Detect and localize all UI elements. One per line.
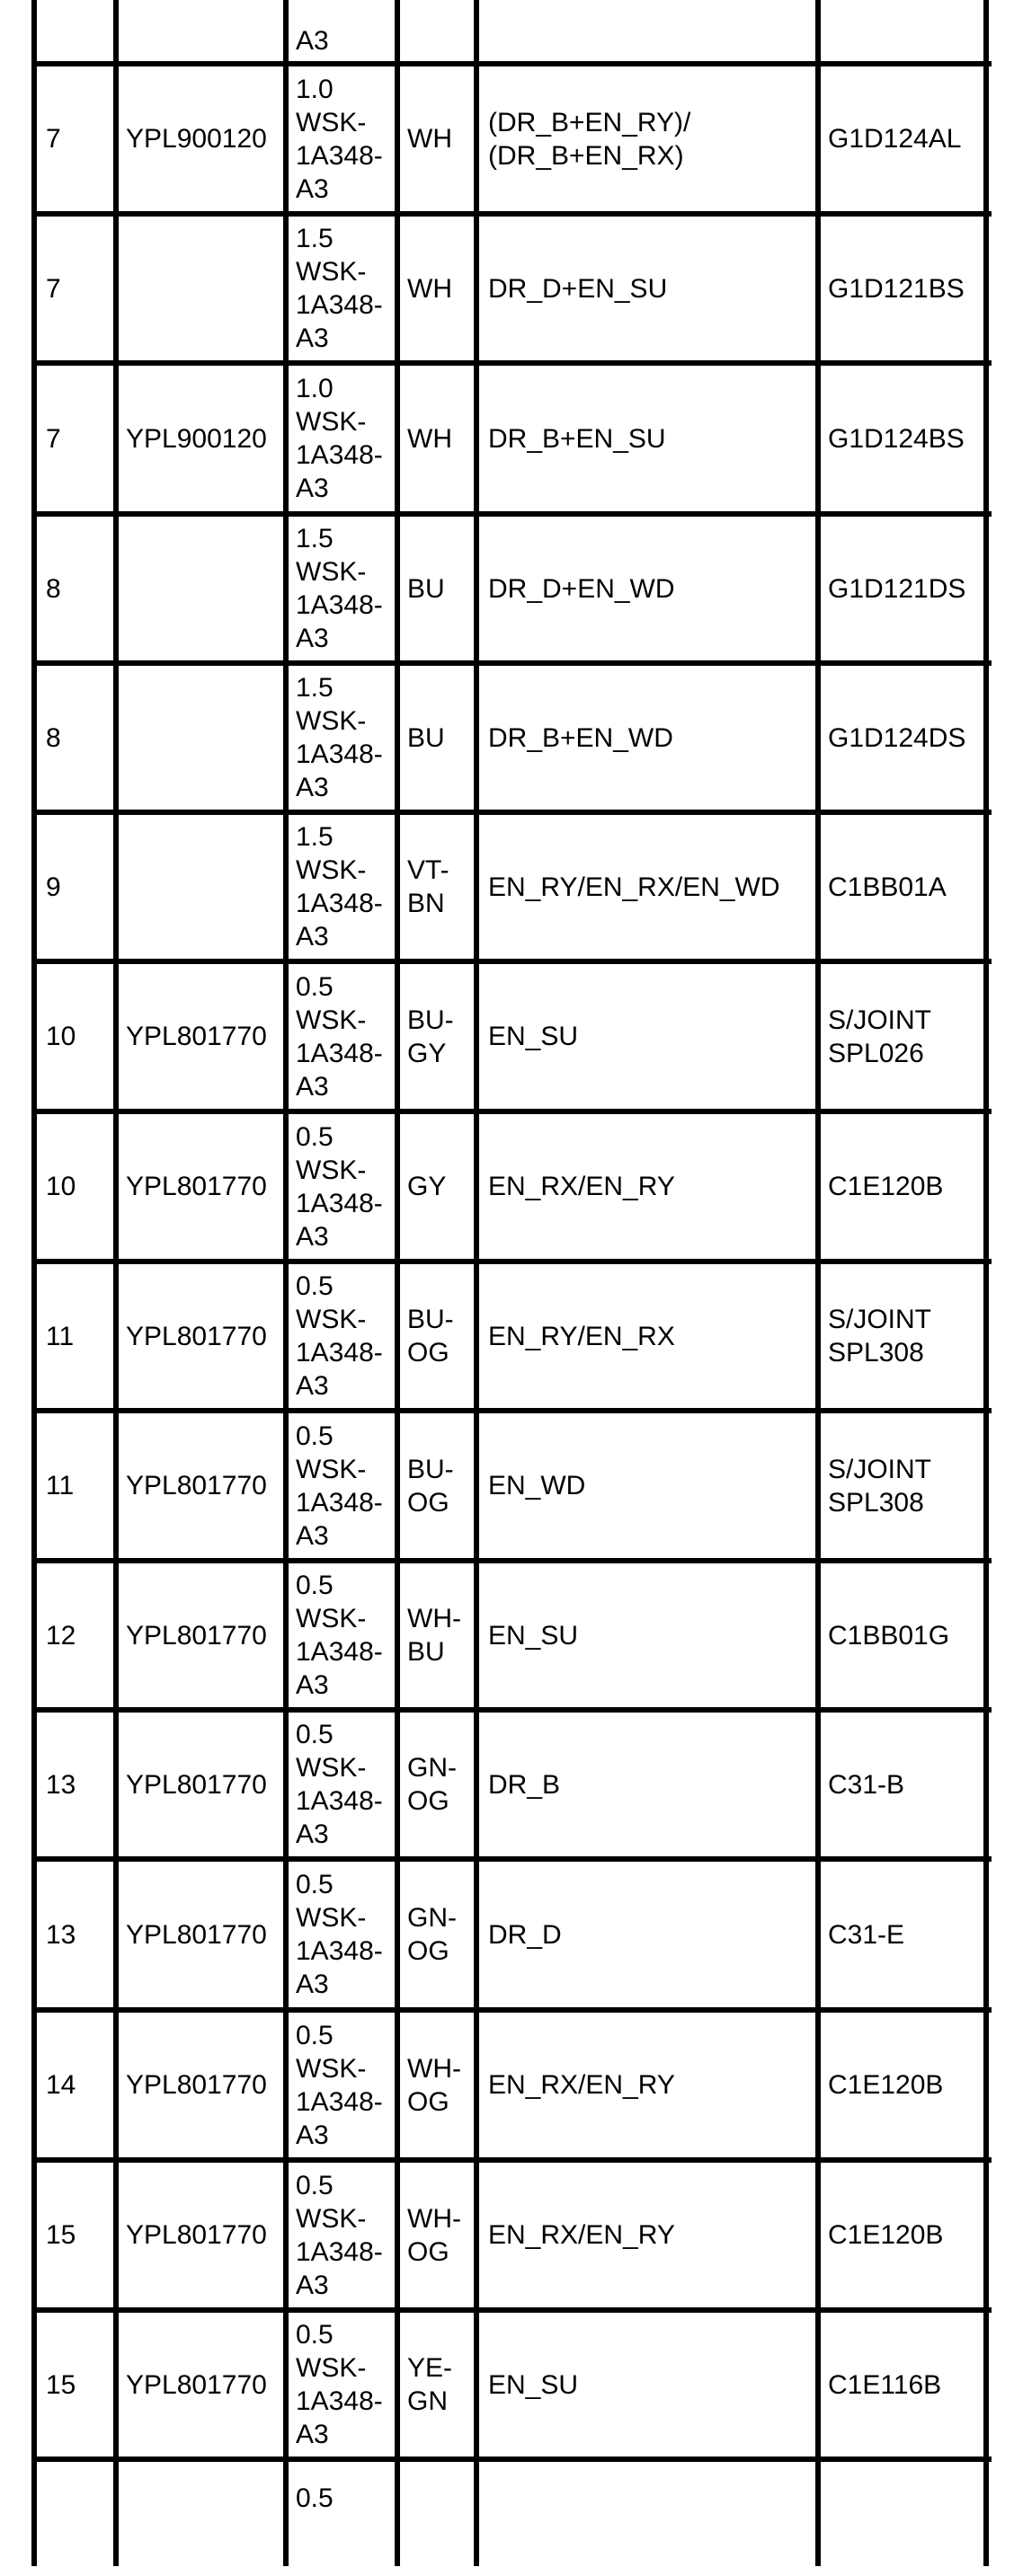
cell-color: BU- OG [407,1305,454,1368]
cell-part-number: YPL801770 [126,1321,267,1351]
cell-location: 8 [46,573,61,604]
cell-destination: G1D124BS [828,423,965,454]
cell-wire-spec: 0.5 WSK- 1A348- A3 [296,1870,383,1999]
cell-wire-spec: 0.5 WSK- 1A348- A3 [296,2320,383,2449]
cell-color: YE- GN [407,2353,453,2416]
cell-circuit: EN_WD [488,1471,586,1500]
cell-location: 10 [46,1022,76,1051]
cell-location: 12 [46,1620,76,1651]
column-separator [983,0,989,2566]
cell-destination: S/JOINT SPL308 [828,1305,932,1368]
cell-wire-spec: 1.0 WSK- 1A348- A3 [296,74,383,204]
column-separator [474,0,479,2566]
cell-part-number [126,517,283,660]
cell-wire-spec: 0.5 [296,2483,334,2513]
cell-location: 14 [46,2070,76,2100]
cell-circuit: EN_RX/EN_RY [488,2070,675,2100]
cell-circuit: EN_SU [488,1620,579,1651]
cell-part-number: YPL900120 [126,423,267,454]
cell-color: GN- OG [407,1903,457,1966]
cell-wire-spec: A3 [296,26,329,56]
cell-part-number: YPL801770 [126,2369,267,2400]
cell-circuit: EN_RX/EN_RY [488,1172,675,1201]
cell-circuit: EN_SU [488,2369,579,2400]
cell-wire-spec: 0.5 WSK- 1A348- A3 [296,1571,383,1700]
cell-wire-spec: 0.5 WSK- 1A348- A3 [296,2020,383,2150]
cell-circuit: EN_RY/EN_RX/EN_WD [488,872,780,902]
cell-part-number: YPL801770 [126,1471,267,1500]
cell-color [407,0,474,61]
cell-destination: C1E120B [828,2220,944,2250]
column-separator [113,0,119,2566]
cell-part-number [126,666,283,810]
column-separator [395,0,400,2566]
cell-location: 13 [46,1919,76,1950]
cell-color: WH [407,273,452,304]
cell-destination [828,2462,983,2576]
cell-location [46,0,113,61]
cell-destination: C31-E [828,1919,905,1950]
cell-part-number: YPL900120 [126,124,267,154]
cell-location: 10 [46,1172,76,1201]
cell-color: BU- OG [407,1454,454,1518]
cell-wire-spec: 1.5 WSK- 1A348- A3 [296,673,383,802]
cell-wire-spec: 0.5 WSK- 1A348- A3 [296,1421,383,1551]
cell-color [407,2462,474,2576]
cell-color: VT- BN [407,855,449,918]
cell-destination: C1E120B [828,1172,944,1201]
cell-destination: C1E116B [828,2369,942,2400]
cell-destination: C1BB01A [828,872,947,902]
cell-circuit: DR_D+EN_SU [488,273,668,304]
cell-circuit [488,2462,815,2576]
column-separator [283,0,289,2566]
cell-location: 7 [46,273,61,304]
cell-color: BU- GY [407,1005,454,1068]
cell-wire-spec: 1.5 WSK- 1A348- A3 [296,224,383,353]
cell-destination: C1E120B [828,2070,944,2100]
cell-wire-spec: 0.5 WSK- 1A348- A3 [296,1720,383,1849]
cell-circuit: EN_SU [488,1022,579,1051]
cell-destination: G1D121BS [828,273,965,304]
cell-part-number [126,217,283,360]
cell-location: 9 [46,872,61,902]
cell-location: 11 [46,1471,75,1500]
cell-color: WH [407,423,452,454]
cell-location: 11 [46,1321,75,1351]
cell-color: WH [407,124,452,154]
cell-circuit: EN_RY/EN_RX [488,1321,675,1351]
cell-circuit: EN_RX/EN_RY [488,2220,675,2250]
cell-part-number [126,2462,283,2576]
cell-circuit: DR_D [488,1919,562,1950]
cell-color: BU [407,573,445,604]
cell-circuit [488,0,815,61]
cell-circuit: DR_B [488,1769,561,1800]
cell-part-number: YPL801770 [126,1022,267,1051]
cell-destination: G1D124DS [828,722,966,753]
cell-location: 7 [46,124,61,154]
cell-color: WH- OG [407,2203,461,2267]
cell-destination: G1D121DS [828,573,966,604]
cell-location: 13 [46,1769,76,1800]
cell-color: BU [407,722,445,753]
cell-color: GN- OG [407,1753,457,1816]
cell-circuit: (DR_B+EN_RY)/ (DR_B+EN_RX) [488,107,691,171]
cell-circuit: DR_D+EN_WD [488,573,675,604]
cell-wire-spec: 1.0 WSK- 1A348- A3 [296,374,383,503]
cell-color: WH- OG [407,2053,461,2117]
cell-color: WH- BU [407,1604,461,1667]
cell-part-number [126,815,283,959]
cell-part-number [126,0,283,61]
cell-part-number: YPL801770 [126,1620,267,1651]
cell-destination [828,0,983,61]
cell-location: 15 [46,2220,76,2250]
cell-circuit: DR_B+EN_SU [488,423,666,454]
cell-wire-spec: 0.5 WSK- 1A348- A3 [296,1271,383,1401]
cell-part-number: YPL801770 [126,1919,267,1950]
column-separator [31,0,37,2566]
cell-location [46,2462,113,2576]
cell-part-number: YPL801770 [126,2070,267,2100]
cell-part-number: YPL801770 [126,1172,267,1201]
cell-color: GY [407,1172,447,1201]
cell-circuit: DR_B+EN_WD [488,722,673,753]
cell-destination: G1D124AL [828,124,962,154]
cell-part-number: YPL801770 [126,2220,267,2250]
cell-wire-spec: 0.5 WSK- 1A348- A3 [296,971,383,1102]
cell-destination: C1BB01G [828,1620,950,1651]
cell-location: 8 [46,722,61,753]
cell-location: 7 [46,423,61,454]
cell-wire-spec: 1.5 WSK- 1A348- A3 [296,524,383,653]
cell-destination: C31-B [828,1769,905,1800]
cell-wire-spec: 0.5 WSK- 1A348- A3 [296,2170,383,2300]
cell-destination: S/JOINT SPL026 [828,1005,932,1068]
column-separator [815,0,821,2566]
cell-part-number: YPL801770 [126,1769,267,1800]
cell-destination: S/JOINT SPL308 [828,1454,932,1518]
cell-wire-spec: 1.5 WSK- 1A348- A3 [296,822,383,952]
cell-location: 15 [46,2369,76,2400]
cell-wire-spec: 0.5 WSK- 1A348- A3 [296,1121,383,1252]
